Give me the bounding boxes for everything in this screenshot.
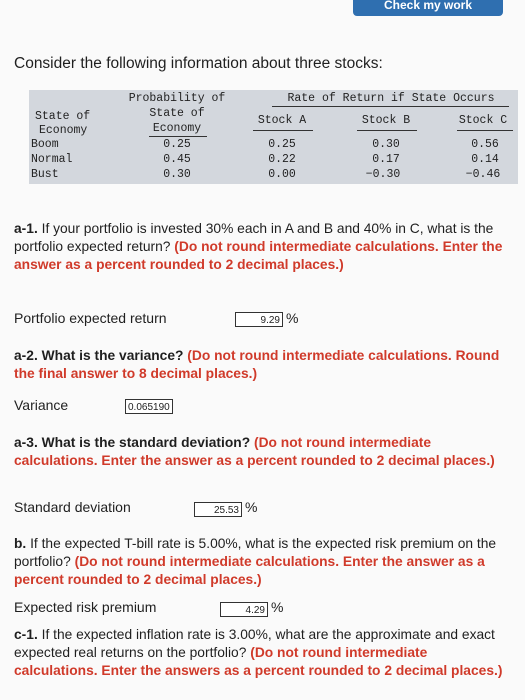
stock-c-rule	[457, 130, 513, 131]
top-bar	[0, 0, 525, 40]
row-stock-a: 0.00	[268, 168, 296, 181]
question-text: If the expected T-bill rate is 5.00%, what is the expected risk premium on the portfolio?	[14, 536, 497, 569]
row-state: Normal	[31, 153, 73, 166]
question-instruction: (Do not round intermediate calculations. Enter the answers as a percent rounded to 2 decimal places.)	[14, 645, 503, 678]
percent-sign: %	[271, 599, 284, 615]
col-state-header-1: State of	[35, 110, 91, 123]
stock-b-header: Stock B	[361, 114, 411, 127]
col-prob-header-2: State of	[149, 107, 205, 120]
standard-deviation-input[interactable]: 25.53	[194, 502, 242, 517]
question-a1	[14, 220, 514, 274]
percent-sign: %	[286, 310, 299, 326]
question-b	[14, 535, 514, 589]
question-instruction: (Do not round intermediate calculations. Enter the answer as a percent rounded to 2 decimal places.)	[14, 435, 495, 468]
portfolio-expected-return-input[interactable]: 9.29	[235, 312, 283, 327]
rate-of-return-header: Rate of Return if State Occurs	[287, 92, 495, 105]
question-instruction: (Do not round intermediate calculations. Enter the answer as a percent rounded to 2 decimal places.)	[14, 239, 503, 272]
expected-risk-premium-input[interactable]: 4.29	[220, 602, 268, 617]
row-prob: 0.30	[163, 168, 191, 181]
variance-label: Variance	[14, 397, 69, 413]
percent-sign: %	[245, 499, 258, 515]
intro-text: Consider the following information about three stocks:	[14, 55, 383, 72]
row-stock-c: 0.14	[471, 153, 499, 166]
col-prob-header-1: Probability of	[128, 92, 226, 105]
question-a2	[14, 347, 514, 383]
expected-risk-premium-label: Expected risk premium	[14, 599, 157, 615]
stock-b-rule	[357, 130, 417, 131]
question-text: What is the standard deviation?	[37, 435, 254, 450]
row-stock-b: −0.30	[365, 168, 401, 181]
question-instruction: (Do not round intermediate calculations. Enter the answer as a percent rounded to 2 decimal places.)	[14, 554, 485, 587]
row-stock-b: 0.30	[372, 138, 400, 151]
question-instruction: (Do not round intermediate calculations. Round the final answer to 8 decimal places.)	[14, 348, 500, 381]
stock-a-rule	[253, 130, 313, 131]
check-my-work-button[interactable]: Check my work	[353, 0, 503, 16]
stock-a-header: Stock A	[257, 114, 307, 127]
question-number: a-3.	[14, 435, 38, 450]
row-stock-c: 0.56	[471, 138, 499, 151]
question-number: c-1.	[14, 627, 38, 642]
row-prob: 0.45	[163, 153, 191, 166]
stock-c-header: Stock C	[458, 114, 508, 127]
row-stock-a: 0.25	[268, 138, 296, 151]
standard-deviation-label: Standard deviation	[14, 499, 131, 515]
returns-table	[29, 90, 518, 184]
question-number: a-1.	[14, 221, 38, 236]
question-a3	[14, 434, 514, 470]
col-state-header-2: Economy	[39, 124, 88, 137]
question-text: What is the variance?	[37, 348, 188, 363]
col-prob-header-3: Economy	[152, 122, 202, 135]
question-c1	[14, 626, 514, 680]
question-number: b.	[14, 536, 27, 551]
question-text: If your portfolio is invested 30% each in A and B and 40% in C, what is the portfolio expected return?	[14, 221, 494, 254]
question-number: a-2.	[14, 348, 38, 363]
row-stock-c: −0.46	[465, 168, 501, 181]
row-stock-b: 0.17	[372, 153, 400, 166]
prob-header-rule	[149, 136, 207, 137]
variance-input[interactable]: 0.065190	[125, 399, 173, 414]
group-header-rule	[272, 106, 509, 107]
row-state: Bust	[31, 168, 59, 181]
portfolio-expected-return-label: Portfolio expected return	[14, 310, 167, 326]
row-prob: 0.25	[163, 138, 191, 151]
row-state: Boom	[31, 138, 59, 151]
row-stock-a: 0.22	[268, 153, 296, 166]
question-text: If the expected inflation rate is 3.00%, what are the approximate and exact expected real returns on the portfolio?	[14, 627, 495, 660]
